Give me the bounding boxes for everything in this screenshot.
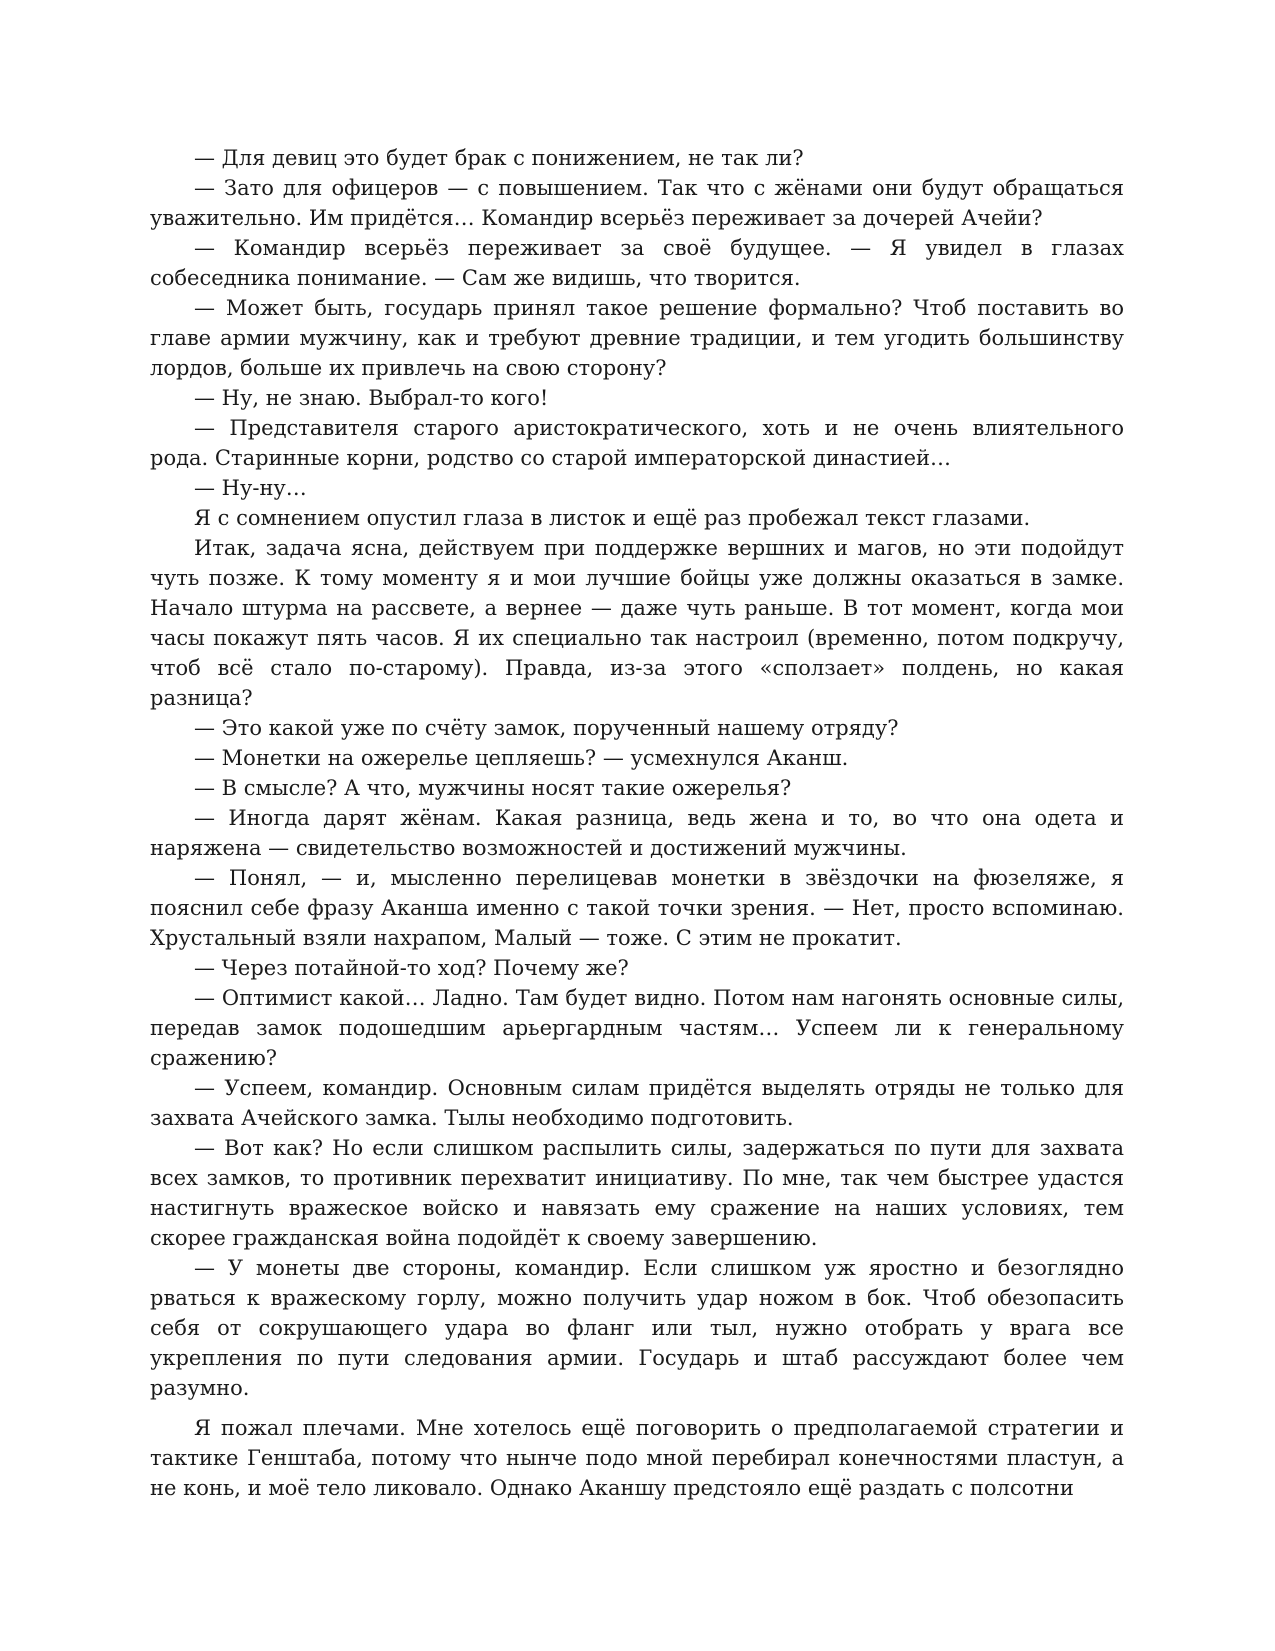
paragraph: — Через потайной-то ход? Почему же? — [194, 956, 629, 980]
paragraph: — Это какой уже по счёту замок, порученный нашему отряду? — [194, 716, 899, 740]
paragraph: — Монетки на ожерелье цепляешь? — усмехнулся Аканш. — [194, 746, 849, 770]
paragraph: — Командир всерьёз переживает за своё будущее. — Я увидел в глазах собеседника понимание. — Сам же видишь, что творится. — [150, 236, 1124, 290]
paragraph: — Ну-ну… — [194, 476, 307, 500]
paragraph: — Понял, — и, мысленно перелицевав монетки в звёздочки на фюзеляже, я пояснил себе фразу Аканша именно с такой точки зрения. — Нет, просто вспоминаю. Хрустальный взяли нахрапом, Малый — тоже. С этим не прокатит. — [150, 866, 1124, 950]
paragraph: — Ну, не знаю. Выбрал-то кого! — [194, 386, 549, 410]
book-page-text — [150, 143, 1124, 1503]
paragraph: — Представителя старого аристократического, хоть и не очень влиятельного рода. Старинные корни, родство со старой императорской династией… — [150, 416, 1124, 470]
paragraph: Я пожал плечами. Мне хотелось ещё поговорить о предполагаемой стратегии и тактике Генштаба, потому что нынче подо мной перебирал конечностями пластун, а не конь, и моё тело ликовало. Однако Аканшу предстояло ещё раздать с полсотни — [150, 1416, 1124, 1500]
paragraph: Итак, задача ясна, действуем при поддержке вершних и магов, но эти подойдут чуть позже. К тому моменту я и мои лучшие бойцы уже должны оказаться в замке. Начало штурма на рассвете, а вернее — даже чуть раньше. В тот момент, когда мои часы покажут пять часов. Я их специально так настроил (временно, потом подкручу, чтоб всё стало по-старому). Правда, из-за этого «сползает» полдень, но какая разница? — [150, 536, 1124, 710]
paragraph: — Успеем, командир. Основным силам придётся выделять отряды не только для захвата Ачейского замка. Тылы необходимо подготовить. — [150, 1076, 1124, 1130]
paragraph: Я с сомнением опустил глаза в листок и ещё раз пробежал текст глазами. — [194, 506, 1031, 530]
paragraph: — Для девиц это будет брак с понижением, не так ли? — [194, 146, 804, 170]
paragraph: — У монеты две стороны, командир. Если слишком уж яростно и безоглядно рваться к вражескому горлу, можно получить удар ножом в бок. Чтоб обезопасить себя от сокрушающего удара во фланг или тыл, нужно отобрать у врага все укрепления по пути следования армии. Государь и штаб рассуждают более чем разумно. — [150, 1256, 1124, 1400]
paragraph: — Иногда дарят жёнам. Какая разница, ведь жена и то, во что она одета и наряжена — свидетельство возможностей и достижений мужчины. — [150, 806, 1124, 860]
paragraph: — В смысле? А что, мужчины носят такие ожерелья? — [194, 776, 792, 800]
paragraph: — Вот как? Но если слишком распылить силы, задержаться по пути для захвата всех замков, то противник перехватит инициативу. По мне, так чем быстрее удастся настигнуть вражеское войско и навязать ему сражение на наших условиях, тем скорее гражданская война подойдёт к своему завершению. — [150, 1136, 1124, 1250]
paragraph: — Зато для офицеров — с повышением. Так что с жёнами они будут обращаться уважительно. Им придётся… Командир всерьёз переживает за дочерей Ачейи? — [150, 176, 1124, 230]
paragraph: — Оптимист какой… Ладно. Там будет видно. Потом нам нагонять основные силы, передав замок подошедшим арьергардным частям… Успеем ли к генеральному сражению? — [150, 986, 1124, 1070]
paragraph: — Может быть, государь принял такое решение формально? Чтоб поставить во главе армии мужчину, как и требуют древние традиции, и тем угодить большинству лордов, больше их привлечь на свою сторону? — [150, 296, 1124, 380]
